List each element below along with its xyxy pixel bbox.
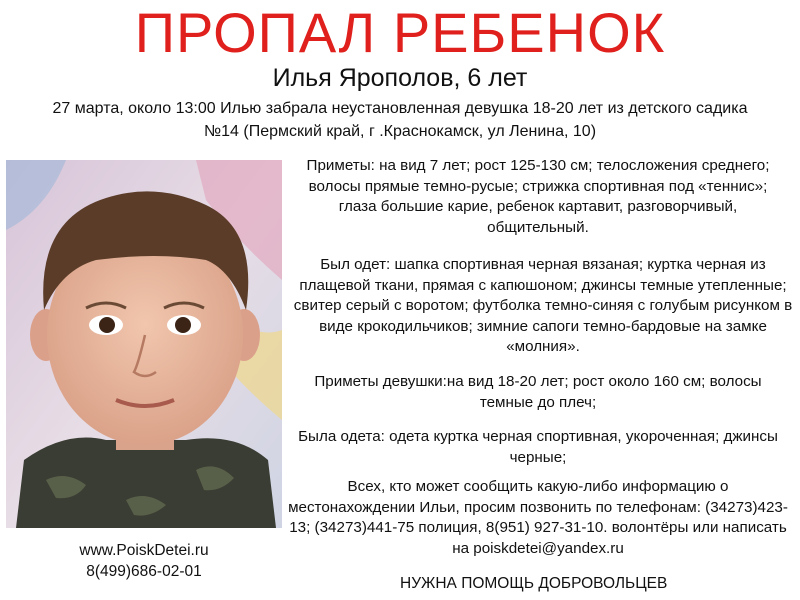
contact-info: Всех, кто может сообщить какую-либо информацию о местонахождении Ильи, просим позвонить по телефонам: (34273)423-13; (34273)441-75 полиция, 8(951) 927-31-10. волонтёры или написать на poiskdetei@yandex.ru: [288, 478, 788, 557]
child-clothing: Был одет: шапка спортивная черная вязаная; куртка черная из плащевой ткани, прямая с капюшоном; джинсы темные утепленные; свитер серый с воротом; футболка темно-синяя с голубым рисунком в виде крокодильчиков; зимние сапоги темно-бардовые на замке «молния».: [293, 256, 793, 355]
hotline-number: 8(499)686-02-01: [86, 563, 202, 580]
girl-signs: Приметы девушки:на вид 18-20 лет; рост около 160 см; волосы темные до плеч;: [314, 373, 762, 411]
child-signs: Приметы: на вид 7 лет; рост 125-130 см; телосложения среднего; волосы прямые темно-русые; стрижка спортивная под «теннис»; глаза большие карие, ребенок картавит, разговорчивый, общительный.: [306, 157, 770, 236]
incident-line-2: №14 (Пермский край, г .Краснокамск, ул Ленина, 10): [203, 123, 597, 140]
website-link[interactable]: www.PoiskDetei.ru: [79, 542, 209, 559]
child-photo: [6, 160, 282, 528]
girl-clothing: Была одета: одета куртка черная спортивная, укороченная; джинсы черные;: [298, 428, 778, 466]
child-name-age: Илья Ярополов, 6 лет: [272, 64, 528, 92]
poster-title: ПРОПАЛ РЕБЕНОК: [134, 1, 666, 64]
contact-block: [6, 540, 282, 582]
incident-line-1: 27 марта, около 13:00 Илью забрала неустановленная девушка 18-20 лет из детского садика: [52, 100, 748, 117]
incident-description: [2, 97, 798, 143]
volunteers-needed: НУЖНА ПОМОЩЬ ДОБРОВОЛЬЦЕВ: [400, 575, 668, 592]
